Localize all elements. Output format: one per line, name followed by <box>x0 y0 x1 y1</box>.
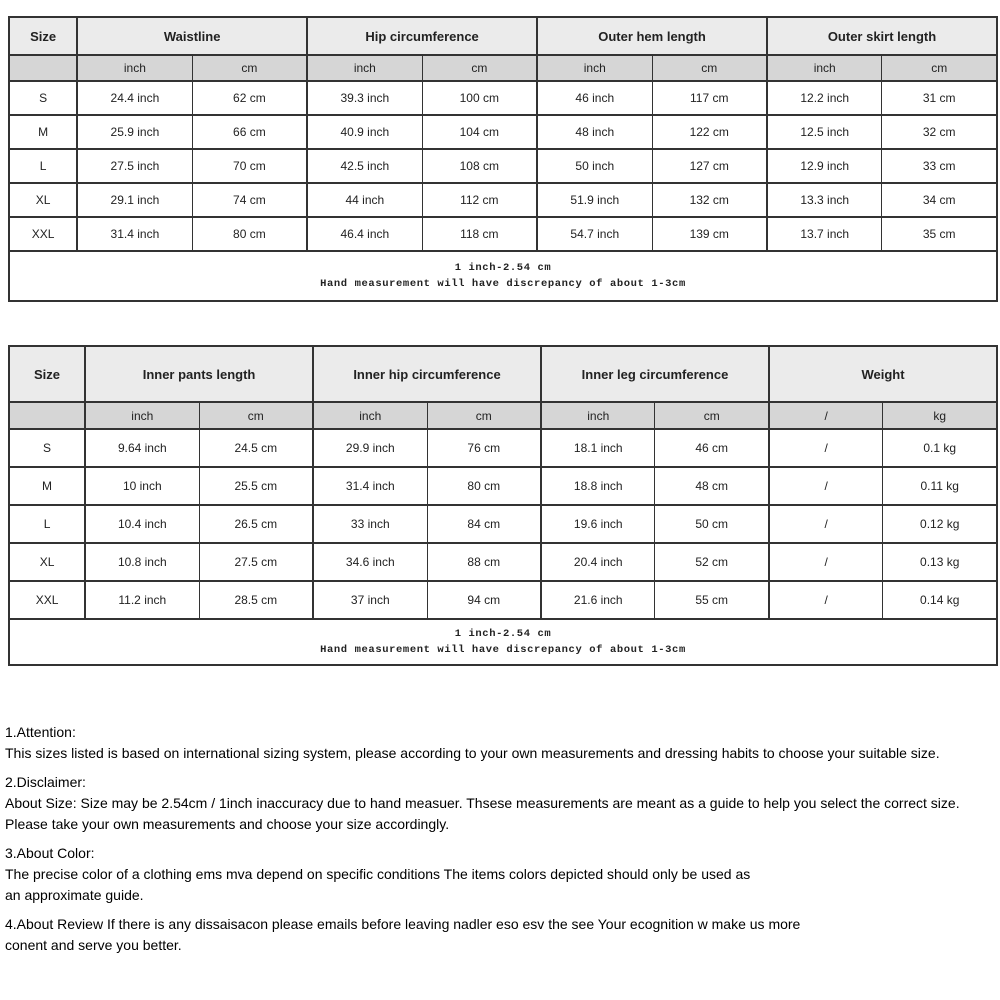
size-label-cell: M <box>9 467 85 505</box>
measurement-value-cell: 118 cm <box>422 217 537 251</box>
measurement-value-cell: 46 cm <box>655 429 769 467</box>
size-label-cell: XL <box>9 183 77 217</box>
measurement-value-cell: 117 cm <box>652 81 767 115</box>
note-text-line: The precise color of a clothing ems mva depend on specific conditions The items colors depicted should only be used as <box>5 866 751 882</box>
note-heading-line: 2.Disclaimer: <box>5 774 86 790</box>
measurement-value-cell: 13.3 inch <box>767 183 882 217</box>
measurement-value-cell: 11.2 inch <box>85 581 199 619</box>
measurement-value-cell: 13.7 inch <box>767 217 882 251</box>
measurement-value-cell: 76 cm <box>427 429 541 467</box>
measurement-value-cell: 18.8 inch <box>541 467 655 505</box>
unit-header-cell: cm <box>199 402 313 429</box>
measurement-value-cell: 112 cm <box>422 183 537 217</box>
measurement-value-cell: 42.5 inch <box>307 149 422 183</box>
unit-header-empty-cell <box>9 402 85 429</box>
measurement-value-cell: 74 cm <box>192 183 307 217</box>
measurement-value-cell: 108 cm <box>422 149 537 183</box>
measurement-value-cell: 37 inch <box>313 581 427 619</box>
measurement-value-cell: 127 cm <box>652 149 767 183</box>
measurement-value-cell: 31.4 inch <box>313 467 427 505</box>
column-group-header: Inner pants length <box>85 346 313 402</box>
measurement-value-cell: 62 cm <box>192 81 307 115</box>
measurement-value-cell: 10 inch <box>85 467 199 505</box>
measurement-value-cell: / <box>769 467 883 505</box>
size-label-cell: S <box>9 429 85 467</box>
measurement-value-cell: 24.4 inch <box>77 81 192 115</box>
footnote-row <box>9 251 997 301</box>
unit-header-cell: inch <box>307 55 422 81</box>
measurement-value-cell: 48 inch <box>537 115 652 149</box>
measurement-value-cell: 0.12 kg <box>883 505 997 543</box>
measurement-value-cell: 50 cm <box>655 505 769 543</box>
measurement-value-cell: 88 cm <box>427 543 541 581</box>
measurement-value-cell: 10.8 inch <box>85 543 199 581</box>
note-paragraph <box>5 722 999 764</box>
measurement-value-cell: 10.4 inch <box>85 505 199 543</box>
column-group-header: Size <box>9 346 85 402</box>
measurement-value-cell: 25.5 cm <box>199 467 313 505</box>
measurement-value-cell: 84 cm <box>427 505 541 543</box>
note-heading-line: 4.About Review If there is any dissaisacon please emails before leaving nadler eso esv the see Your ecognition w make us more <box>5 916 801 932</box>
size-label-cell: XXL <box>9 581 85 619</box>
unit-header-empty-cell <box>9 55 77 81</box>
measurement-value-cell: 33 inch <box>313 505 427 543</box>
measurement-value-cell: 12.5 inch <box>767 115 882 149</box>
measurement-value-cell: 52 cm <box>655 543 769 581</box>
measurement-value-cell: 80 cm <box>192 217 307 251</box>
unit-header-row <box>9 402 997 429</box>
measurement-value-cell: 40.9 inch <box>307 115 422 149</box>
measurement-value-cell: 0.13 kg <box>883 543 997 581</box>
measurement-value-cell: 39.3 inch <box>307 81 422 115</box>
measurement-value-cell: 34 cm <box>882 183 997 217</box>
measurement-value-cell: 33 cm <box>882 149 997 183</box>
measurement-value-cell: 21.6 inch <box>541 581 655 619</box>
table-row <box>9 149 997 183</box>
size-label-cell: XXL <box>9 217 77 251</box>
measurement-value-cell: / <box>769 505 883 543</box>
column-group-header: Hip circumference <box>307 17 537 55</box>
unit-header-cell: inch <box>85 402 199 429</box>
measurement-value-cell: 29.9 inch <box>313 429 427 467</box>
measurement-value-cell: 12.9 inch <box>767 149 882 183</box>
measurement-value-cell: / <box>769 543 883 581</box>
column-group-header: Outer hem length <box>537 17 767 55</box>
measurement-value-cell: 0.14 kg <box>883 581 997 619</box>
unit-header-cell: kg <box>883 402 997 429</box>
measurement-value-cell: 20.4 inch <box>541 543 655 581</box>
outer-garment-size-table <box>8 16 998 302</box>
measurement-value-cell: 19.6 inch <box>541 505 655 543</box>
measurement-value-cell: / <box>769 429 883 467</box>
size-label-cell: XL <box>9 543 85 581</box>
unit-header-row <box>9 55 997 81</box>
table-footnote-cell <box>9 251 997 301</box>
measurement-value-cell: 26.5 cm <box>199 505 313 543</box>
measurement-value-cell: 48 cm <box>655 467 769 505</box>
unit-header-cell: cm <box>652 55 767 81</box>
footnote-line: Hand measurement will have discrepancy of about 1-3cm <box>320 278 686 290</box>
note-text-line: This sizes listed is based on international sizing system, please according to your own measurements and dressing habits to choose your suitable size. <box>5 745 940 761</box>
measurement-value-cell: 18.1 inch <box>541 429 655 467</box>
measurement-value-cell: 44 inch <box>307 183 422 217</box>
note-paragraph <box>5 772 999 835</box>
table-row <box>9 183 997 217</box>
measurement-value-cell: 50 inch <box>537 149 652 183</box>
column-group-header: Size <box>9 17 77 55</box>
table-row <box>9 467 997 505</box>
measurement-value-cell: 25.9 inch <box>77 115 192 149</box>
measurement-value-cell: 0.11 kg <box>883 467 997 505</box>
unit-header-cell: / <box>769 402 883 429</box>
measurement-value-cell: 31 cm <box>882 81 997 115</box>
measurement-value-cell: 9.64 inch <box>85 429 199 467</box>
measurement-value-cell: 28.5 cm <box>199 581 313 619</box>
unit-header-cell: inch <box>541 402 655 429</box>
note-text-line: conent and serve you better. <box>5 937 182 953</box>
measurement-value-cell: 34.6 inch <box>313 543 427 581</box>
notes-section <box>5 722 999 964</box>
measurement-value-cell: 122 cm <box>652 115 767 149</box>
size-label-cell: L <box>9 149 77 183</box>
table-row <box>9 505 997 543</box>
column-group-header: Inner hip circumference <box>313 346 541 402</box>
table-row <box>9 543 997 581</box>
measurement-value-cell: 100 cm <box>422 81 537 115</box>
unit-header-cell: cm <box>882 55 997 81</box>
measurement-value-cell: 46.4 inch <box>307 217 422 251</box>
unit-header-cell: cm <box>192 55 307 81</box>
footnote-line: Hand measurement will have discrepancy of about 1-3cm <box>320 644 686 656</box>
note-paragraph <box>5 843 999 906</box>
measurement-value-cell: 54.7 inch <box>537 217 652 251</box>
footnote-line: 1 inch-2.54 cm <box>454 627 552 640</box>
measurement-value-cell: 70 cm <box>192 149 307 183</box>
measurement-value-cell: 139 cm <box>652 217 767 251</box>
measurement-value-cell: 55 cm <box>655 581 769 619</box>
column-group-header: Waistline <box>77 17 307 55</box>
measurement-value-cell: 24.5 cm <box>199 429 313 467</box>
measurement-value-cell: 0.1 kg <box>883 429 997 467</box>
header-row <box>9 17 997 55</box>
note-heading-line: 1.Attention: <box>5 724 76 740</box>
size-label-cell: S <box>9 81 77 115</box>
measurement-value-cell: 132 cm <box>652 183 767 217</box>
inner-garment-size-table <box>8 345 998 666</box>
measurement-value-cell: 51.9 inch <box>537 183 652 217</box>
table-row <box>9 115 997 149</box>
note-text-line: Please take your own measurements and choose your size accordingly. <box>5 816 450 832</box>
measurement-value-cell: 27.5 inch <box>77 149 192 183</box>
column-group-header: Weight <box>769 346 997 402</box>
measurement-value-cell: 12.2 inch <box>767 81 882 115</box>
note-paragraph <box>5 914 999 956</box>
table-row <box>9 81 997 115</box>
unit-header-cell: cm <box>422 55 537 81</box>
footnote-row <box>9 619 997 665</box>
column-group-header: Inner leg circumference <box>541 346 769 402</box>
table-row <box>9 581 997 619</box>
size-label-cell: M <box>9 115 77 149</box>
table-row <box>9 429 997 467</box>
measurement-value-cell: 29.1 inch <box>77 183 192 217</box>
unit-header-cell: inch <box>767 55 882 81</box>
unit-header-cell: cm <box>655 402 769 429</box>
footnote-line: 1 inch-2.54 cm <box>454 261 552 274</box>
measurement-value-cell: 35 cm <box>882 217 997 251</box>
measurement-value-cell: 27.5 cm <box>199 543 313 581</box>
header-row <box>9 346 997 402</box>
unit-header-cell: inch <box>537 55 652 81</box>
note-heading-line: 3.About Color: <box>5 845 95 861</box>
unit-header-cell: inch <box>77 55 192 81</box>
measurement-value-cell: 66 cm <box>192 115 307 149</box>
unit-header-cell: cm <box>427 402 541 429</box>
table-footnote-cell <box>9 619 997 665</box>
size-label-cell: L <box>9 505 85 543</box>
measurement-value-cell: 46 inch <box>537 81 652 115</box>
measurement-value-cell: 32 cm <box>882 115 997 149</box>
measurement-value-cell: 104 cm <box>422 115 537 149</box>
measurement-value-cell: 31.4 inch <box>77 217 192 251</box>
unit-header-cell: inch <box>313 402 427 429</box>
measurement-value-cell: 94 cm <box>427 581 541 619</box>
table-row <box>9 217 997 251</box>
measurement-value-cell: / <box>769 581 883 619</box>
note-text-line: About Size: Size may be 2.54cm / 1inch inaccuracy due to hand measuer. Thsese measurements are meant as a guide to help you select the correct size. <box>5 795 960 811</box>
note-text-line: an approximate guide. <box>5 887 144 903</box>
column-group-header: Outer skirt length <box>767 17 997 55</box>
measurement-value-cell: 80 cm <box>427 467 541 505</box>
